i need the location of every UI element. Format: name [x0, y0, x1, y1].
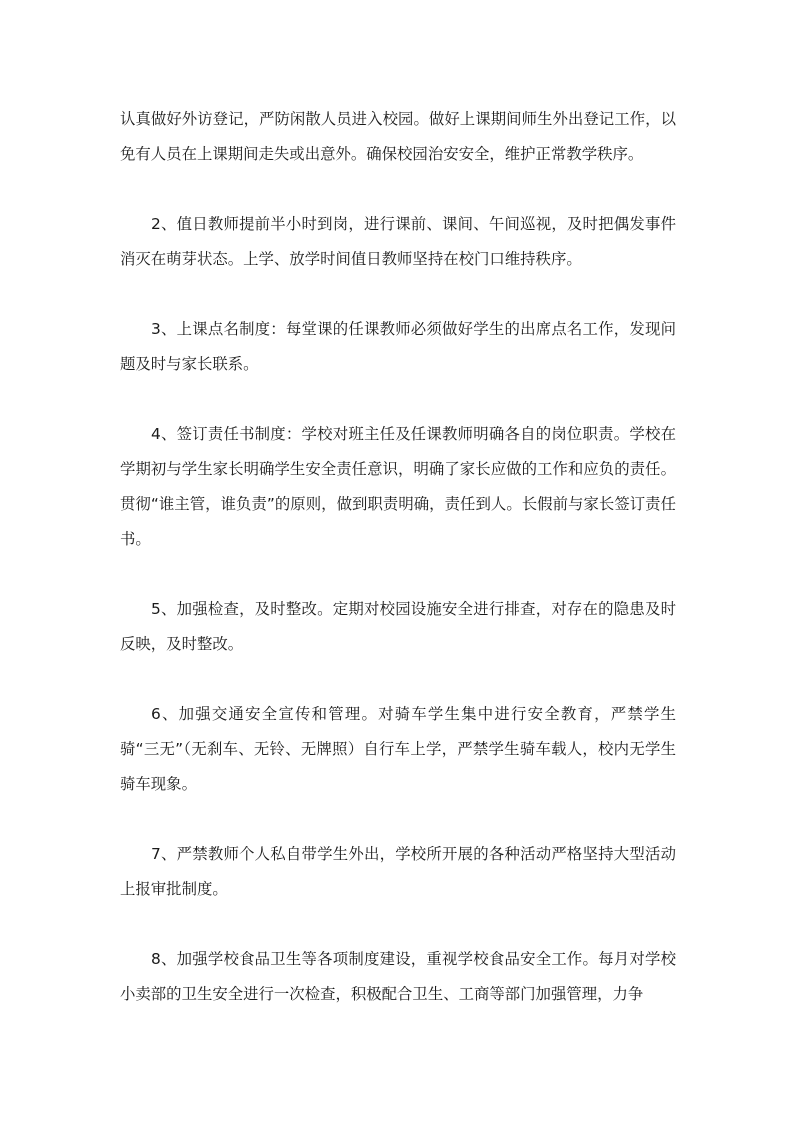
paragraph-item-4: 4、签订责任书制度：学校对班主任及任课教师明确各自的岗位职责。学校在学期初与学生家长明确学生安全责任意识，明确了家长应做的工作和应负的责任。贯彻“谁主管，谁负责”的原则，做到职责明确，责任到人。长假前与家长签订责任书。: [120, 425, 676, 548]
paragraph-continuation: 认真做好外访登记，严防闲散人员进入校园。做好上课期间师生外出登记工作，以免有人员在上课期间走失或出意外。确保校园治安安全，维护正常教学秩序。: [120, 110, 676, 163]
paragraph-item-7: 7、严禁教师个人私自带学生外出，学校所开展的各种活动严格坚持大型活动上报审批制度。: [120, 845, 676, 898]
paragraph-item-2: 2、值日教师提前半小时到岗，进行课前、课间、午间巡视，及时把偶发事件消灭在萌芽状态。上学、放学时间值日教师坚持在校门口维持秩序。: [120, 215, 676, 268]
paragraph-item-6: 6、加强交通安全宣传和管理。对骑车学生集中进行安全教育，严禁学生骑“三无”（无刹车、无铃、无牌照）自行车上学，严禁学生骑车载人，校内无学生骑车现象。: [120, 705, 676, 793]
paragraph-item-8: 8、加强学校食品卫生等各项制度建设，重视学校食品安全工作。每月对学校小卖部的卫生安全进行一次检查，积极配合卫生、工商等部门加强管理，力争: [120, 950, 676, 1003]
document-body: [120, 102, 676, 1012]
paragraph-item-3: 3、上课点名制度：每堂课的任课教师必须做好学生的出席点名工作，发现问题及时与家长联系。: [120, 320, 676, 373]
paragraph-item-5: 5、加强检查，及时整改。定期对校园设施安全进行排查，对存在的隐患及时反映，及时整改。: [120, 600, 676, 653]
